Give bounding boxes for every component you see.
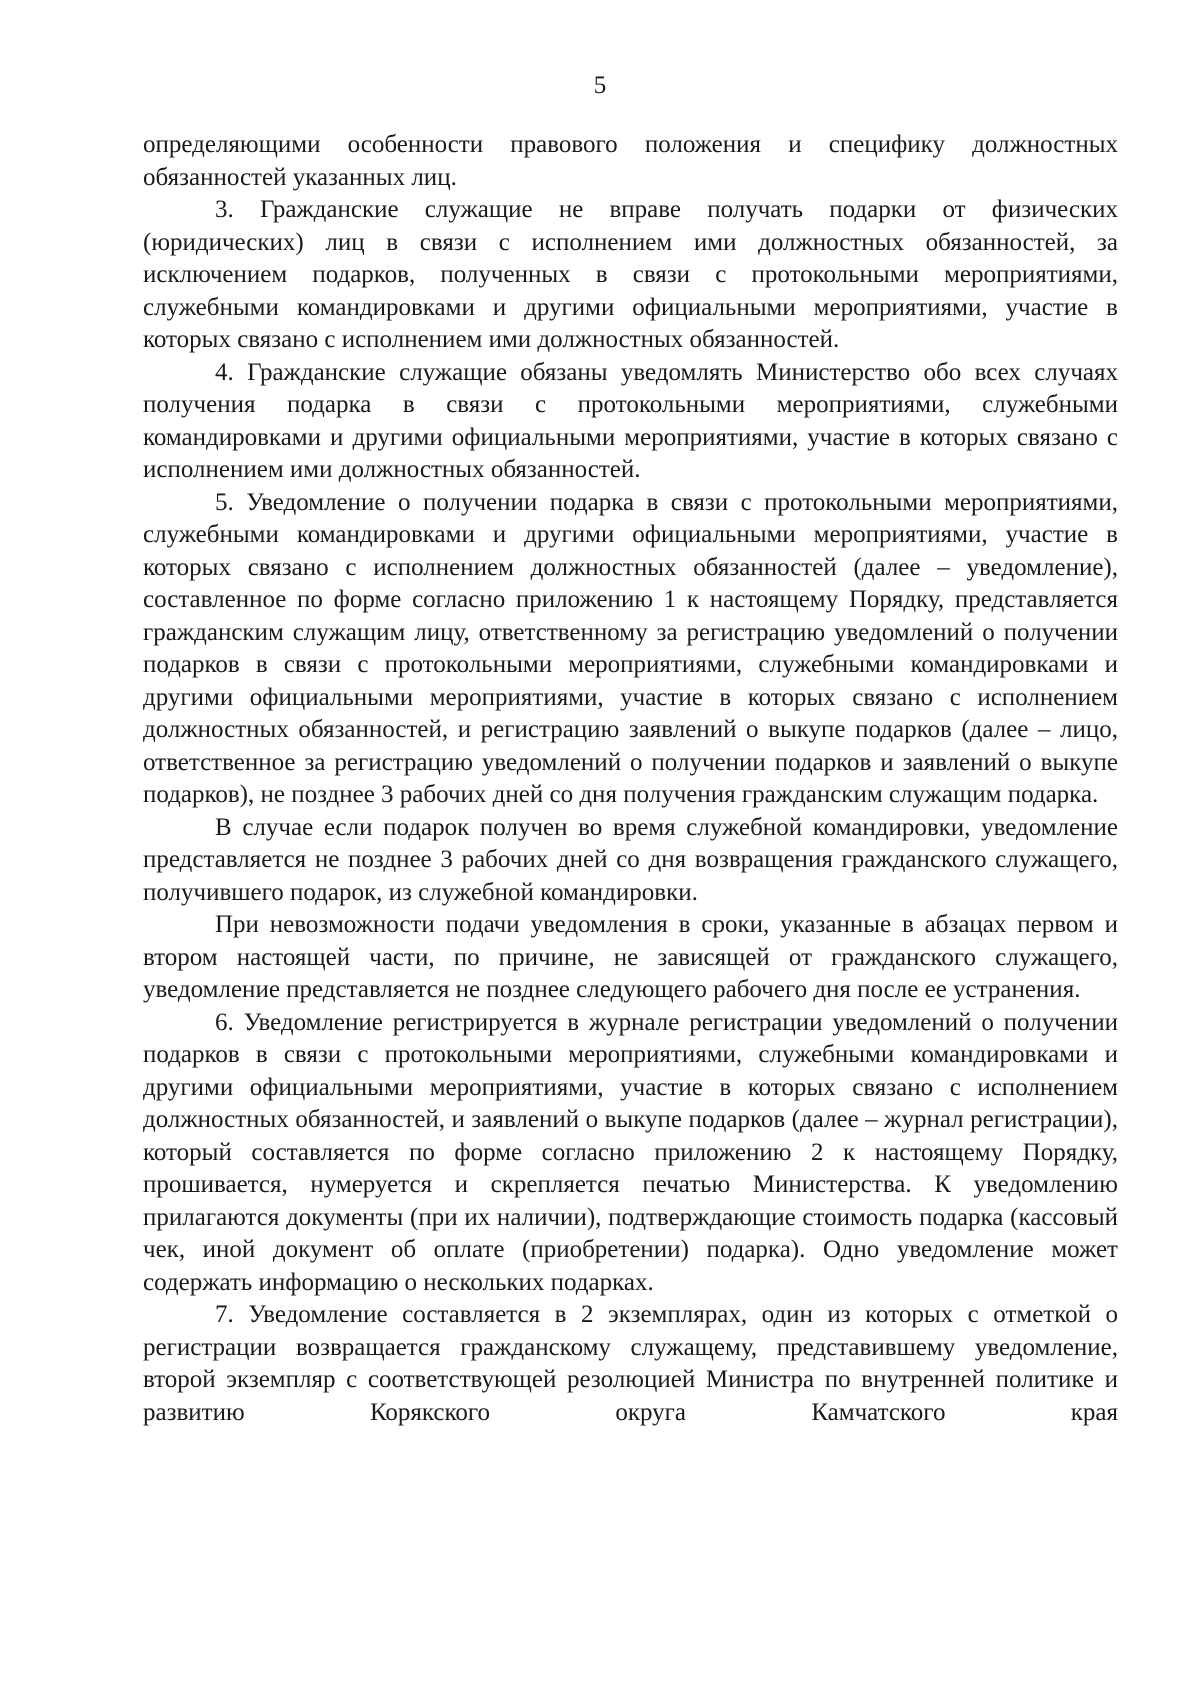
paragraph-item-4: 4. Гражданские служащие обязаны уведомлять Министерство обо всех случаях получения подарка в связи с протокольными мероприятиями, служебными командировками и другими официальными мероприятиями, участие в которых связано с исполнением ими должностных обязанностей. xyxy=(143,358,1118,483)
document-body xyxy=(143,129,1118,1429)
paragraph-item-7: 7. Уведомление составляется в 2 экземплярах, один из которых с отметкой о регистрации возвращается гражданскому служащему, представившему уведомление, второй экземпляр с соответствующей резолюцией Министра по внутренней политике и развитию Корякского округа Камчатского края xyxy=(143,1301,1118,1426)
paragraph-item-6: 6. Уведомление регистрируется в журнале регистрации уведомлений о получении подарков в связи с протокольными мероприятиями, служебными командировками и другими официальными мероприятиями, участие в которых связано с исполнением должностных обязанностей, и заявлений о выкупе подарков (далее – журнал регистрации), который составляется по форме согласно приложению 2 к настоящему Порядку, прошивается, нумеруется и скрепляется печатью Министерства. К уведомлению прилагаются документы (при их наличии), подтверждающие стоимость подарка (кассовый чек, иной документ об оплате (приобретении) подарка). Одно уведомление может содержать информацию о нескольких подарках. xyxy=(143,1008,1118,1296)
page-number: 5 xyxy=(593,72,607,99)
paragraph-item-3: 3. Гражданские служащие не вправе получать подарки от физических (юридических) лиц в связи с исполнением ими должностных обязанностей, за исключением подарков, полученных в связи с протокольными мероприятиями, служебными командировками и другими официальными мероприятиями, участие в которых связано с исполнением ими должностных обязанностей. xyxy=(143,196,1118,353)
paragraph-item-5-second: В случае если подарок получен во время служебной командировки, уведомление представляется не позднее 3 рабочих дней со дня возвращения гражданского служащего, получившего подарок, из служебной командировки. xyxy=(143,813,1118,906)
paragraph-item-5: 5. Уведомление о получении подарка в связи с протокольными мероприятиями, служебными командировками и другими официальными мероприятиями, участие в которых связано с исполнением должностных обязанностей (далее – уведомление), составленное по форме согласно приложению 1 к настоящему Порядку, представляется гражданским служащим лицу, ответственному за регистрацию уведомлений о получении подарков в связи с протокольными мероприятиями, служебными командировками и другими официальными мероприятиями, участие в которых связано с исполнением должностных обязанностей, и регистрацию заявлений о выкупе подарков (далее – лицо, ответственное за регистрацию уведомлений о получении подарков и заявлений о выкупе подарков), не позднее 3 рабочих дней со дня получения гражданским служащим подарка. xyxy=(143,488,1118,808)
paragraph-item-5-third: При невозможности подачи уведомления в сроки, указанные в абзацах первом и втором настоящей части, по причине, не зависящей от гражданского служащего, уведомление представляется не позднее следующего рабочего дня после ее устранения. xyxy=(143,911,1118,1003)
paragraph-continuation: определяющими особенности правового положения и специфику должностных обязанностей указанных лиц. xyxy=(143,131,1118,191)
